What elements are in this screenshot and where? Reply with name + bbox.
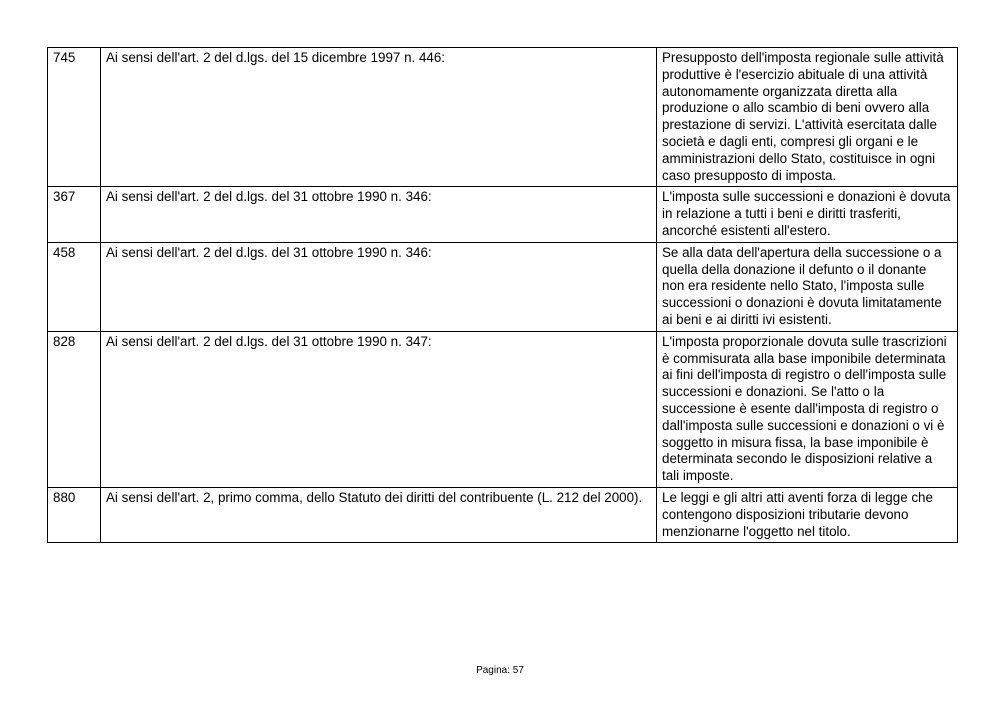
answer-text: Presupposto dell'imposta regionale sulle attività produttive è l'esercizio abituale di una attività autonomamente organizzata diretta alla produzione o allo scambio di beni ovvero alla prestazione di servizi. L'attività esercitata dalle società e dagli enti, compresi gli organi e le amministrazioni dello Stato, costituisce in ogni caso presupposto di imposta.: [657, 48, 958, 187]
answer-text: Le leggi e gli altri atti aventi forza di legge che contengono disposizioni tributarie devono menzionarne l'oggetto nel titolo.: [657, 487, 958, 542]
question-text: Ai sensi dell'art. 2, primo comma, dello Statuto dei diritti del contribuente (L. 212 del 2000).: [101, 487, 657, 542]
question-number: 458: [48, 242, 101, 331]
answer-text: Se alla data dell'apertura della successione o a quella della donazione il defunto o il donante non era residente nello Stato, l'imposta sulle successioni o donazioni è dovuta limitatamente ai beni e ai diritti ivi esistenti.: [657, 242, 958, 331]
question-number: 880: [48, 487, 101, 542]
table-row: [48, 242, 958, 331]
table-row: [48, 48, 958, 187]
question-text: Ai sensi dell'art. 2 del d.lgs. del 15 dicembre 1997 n. 446:: [101, 48, 657, 187]
question-number: 367: [48, 187, 101, 242]
question-text: Ai sensi dell'art. 2 del d.lgs. del 31 ottobre 1990 n. 347:: [101, 331, 657, 487]
question-number: 828: [48, 331, 101, 487]
page-number: Pagina: 57: [476, 665, 524, 676]
question-number: 745: [48, 48, 101, 187]
answer-text: L'imposta proporzionale dovuta sulle trascrizioni è commisurata alla base imponibile determinata ai fini dell'imposta di registro o dell'imposta sulle successioni e donazioni. Se l'atto o la successione è esente dall'imposta di registro o dall'imposta sulle successioni e donazioni o vi è soggetto in misura fissa, la base imponibile è determinata secondo le disposizioni relative a tali imposte.: [657, 331, 958, 487]
table-row: [48, 187, 958, 242]
answer-text: L'imposta sulle successioni e donazioni è dovuta in relazione a tutti i beni e diritti trasferiti, ancorché esistenti all'estero.: [657, 187, 958, 242]
question-text: Ai sensi dell'art. 2 del d.lgs. del 31 ottobre 1990 n. 346:: [101, 187, 657, 242]
question-text: Ai sensi dell'art. 2 del d.lgs. del 31 ottobre 1990 n. 346:: [101, 242, 657, 331]
table-row: [48, 487, 958, 542]
questions-table: [47, 47, 958, 543]
table-row: [48, 331, 958, 487]
